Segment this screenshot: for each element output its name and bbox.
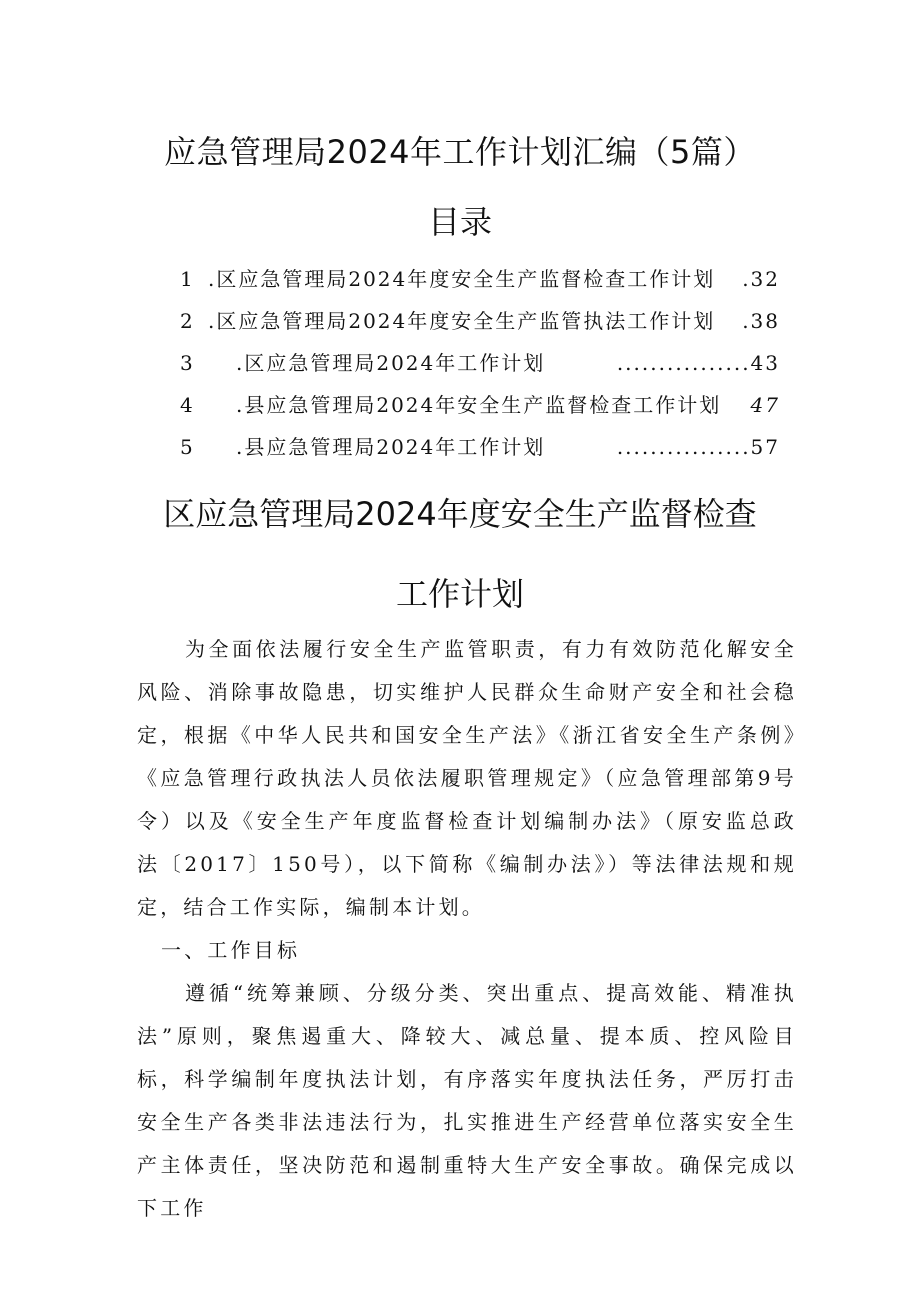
toc-entry-title: .县应急管理局2024年工作计划 [236, 435, 546, 459]
body-heading: 一、工作目标 [161, 938, 301, 962]
body-paragraph: 遵循“统筹兼顾、分级分类、突出重点、提高效能、精准执法”原则，聚焦遏重大、降较大、减总量、提本质、控风险目标，科学编制年度执法计划，有序落实年度执法任务，严厉打击安全生产各类非法违法行为，扎实推进生产经营单位落实安全生产主体责任，坚决防范和遏制重特大生产安全事故。确保完成以下工作 [137, 981, 797, 1220]
toc-entry-number: 3 [180, 351, 195, 375]
section-title: 区应急管理局2024年度安全生产监督检查 [163, 495, 757, 533]
document-title: 应急管理局2024年工作计划汇编（5篇） [164, 133, 756, 171]
toc-entry[interactable] [180, 426, 780, 468]
toc-entry-page: .32 [742, 267, 780, 291]
document-body [137, 628, 797, 1230]
toc-entry-title: .区应急管理局2024年度安全生产监督检查工作计划 [208, 267, 716, 291]
toc-entry-number: 2 [180, 309, 195, 333]
toc-entry[interactable] [180, 300, 780, 342]
toc-entry-title: .县应急管理局2024年安全生产监督检查工作计划 [236, 393, 722, 417]
toc-entry-page: ................57 [616, 435, 780, 459]
toc-entry-title: .区应急管理局2024年工作计划 [236, 351, 546, 375]
table-of-contents [180, 258, 780, 468]
toc-entry-title: .区应急管理局2024年度安全生产监管执法工作计划 [208, 309, 716, 333]
toc-entry[interactable] [180, 258, 780, 300]
toc-heading: 目录 [427, 203, 492, 241]
toc-entry-number: 5 [180, 435, 195, 459]
toc-entry-page: ................43 [616, 351, 780, 375]
toc-entry-page: 47 [750, 393, 780, 417]
toc-entry[interactable] [180, 384, 780, 426]
toc-entry[interactable] [180, 342, 780, 384]
section-title-continued: 工作计划 [395, 575, 524, 613]
toc-entry-page: .38 [742, 309, 780, 333]
toc-entry-number: 4 [180, 393, 195, 417]
toc-entry-number: 1 [180, 267, 195, 291]
body-paragraph: 为全面依法履行安全生产监管职责，有力有效防范化解安全风险、消除事故隐患，切实维护人民群众生命财产安全和社会稳定，根据《中华人民共和国安全生产法》《浙江省安全生产条例》《应急管理行政执法人员依法履职管理规定》（应急管理部第9号令）以及《安全生产年度监督检查计划编制办法》（原安监总政法〔2017〕150号），以下简称《编制办法》）等法律法规和规定，结合工作实际，编制本计划。 [137, 637, 797, 919]
